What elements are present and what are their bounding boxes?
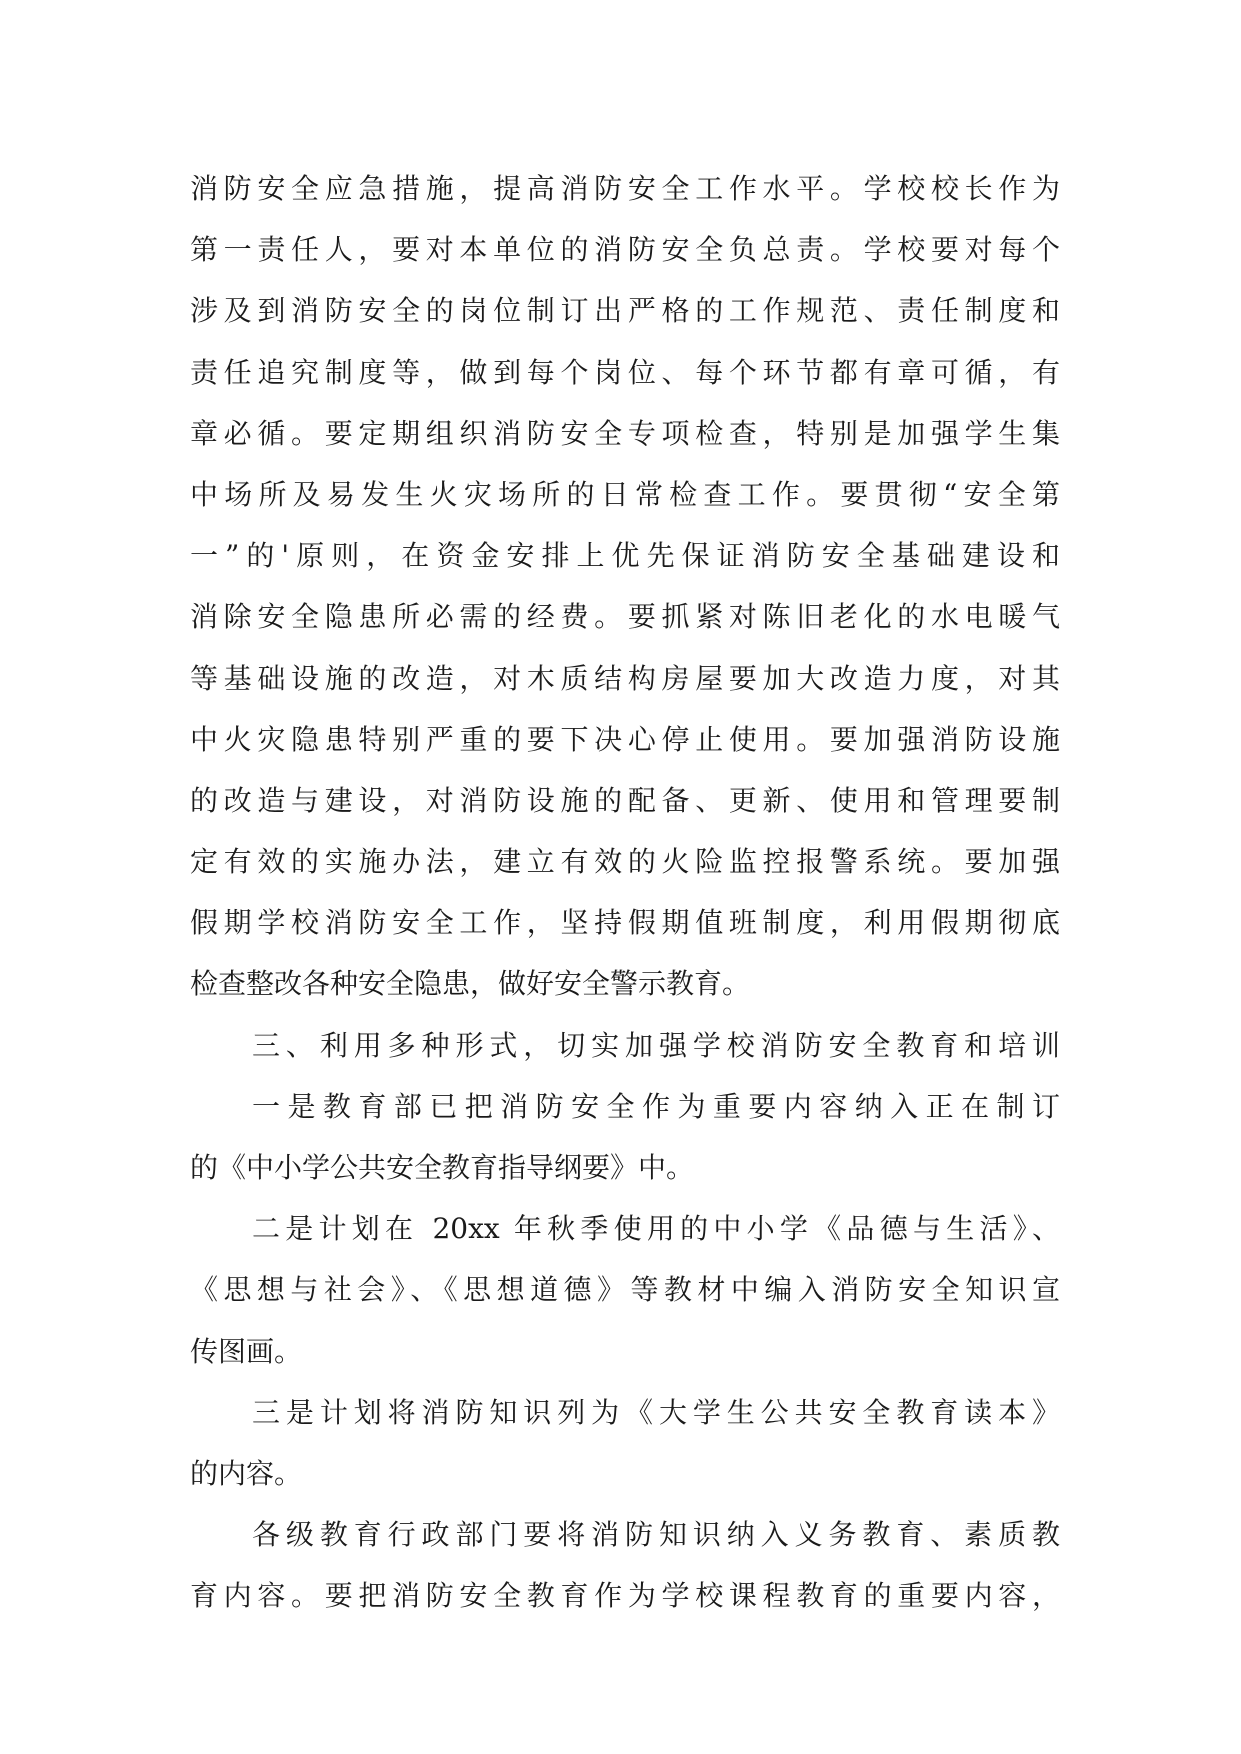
text-line: 检查整改各种安全隐患，做好安全警示教育。 — [190, 967, 751, 1001]
document-body — [190, 158, 1060, 1627]
text-line: 的改造与建设，对消防设施的配备、更新、使用和管理要制 — [190, 783, 1060, 817]
text-line: 传图画。 — [190, 1334, 303, 1368]
text-line: 育内容。要把消防安全教育作为学校课程教育的重要内容， — [190, 1579, 1060, 1613]
text-line: 一”的'原则，在资金安排上优先保证消防安全基础建设和 — [190, 539, 1060, 573]
text-line: 第一责任人，要对本单位的消防安全负总责。学校要对每个 — [190, 233, 1060, 267]
text-line: 章必循。要定期组织消防安全专项检查，特别是加强学生集 — [190, 416, 1060, 450]
text-line: 中场所及易发生火灾场所的日常检查工作。要贯彻“安全第 — [190, 477, 1060, 511]
text-line: 责任追究制度等，做到每个岗位、每个环节都有章可循，有 — [190, 355, 1060, 389]
text-line: 各级教育行政部门要将消防知识纳入义务教育、素质教 — [252, 1518, 1060, 1552]
text-line: 消除安全隐患所必需的经费。要抓紧对陈旧老化的水电暖气 — [190, 600, 1060, 634]
text-line: 涉及到消防安全的岗位制订出严格的工作规范、责任制度和 — [190, 294, 1060, 328]
text-line: 的内容。 — [190, 1456, 303, 1490]
text-line: 《思想与社会》、《思想道德》等教材中编入消防安全知识宣 — [190, 1273, 1060, 1307]
text-line: 一是教育部已把消防安全作为重要内容纳入正在制订 — [252, 1089, 1060, 1123]
text-line: 三、利用多种形式，切实加强学校消防安全教育和培训 — [252, 1028, 1060, 1062]
text-line: 等基础设施的改造，对木质结构房屋要加大改造力度，对其 — [190, 661, 1060, 695]
text-line: 消防安全应急措施，提高消防安全工作水平。学校校长作为 — [190, 172, 1060, 205]
text-line: 定有效的实施办法，建立有效的火险监控报警系统。要加强 — [190, 845, 1060, 879]
text-line: 假期学校消防安全工作，坚持假期值班制度，利用假期彻底 — [190, 906, 1060, 940]
text-line: 三是计划将消防知识列为《大学生公共安全教育读本》 — [252, 1395, 1060, 1429]
text-line: 中火灾隐患特别严重的要下决心停止使用。要加强消防设施 — [190, 722, 1060, 756]
text-line: 二是计划在 20xx 年秋季使用的中小学《品德与生活》、 — [252, 1212, 1060, 1246]
text-line: 的《中小学公共安全教育指导纲要》中。 — [190, 1151, 695, 1184]
